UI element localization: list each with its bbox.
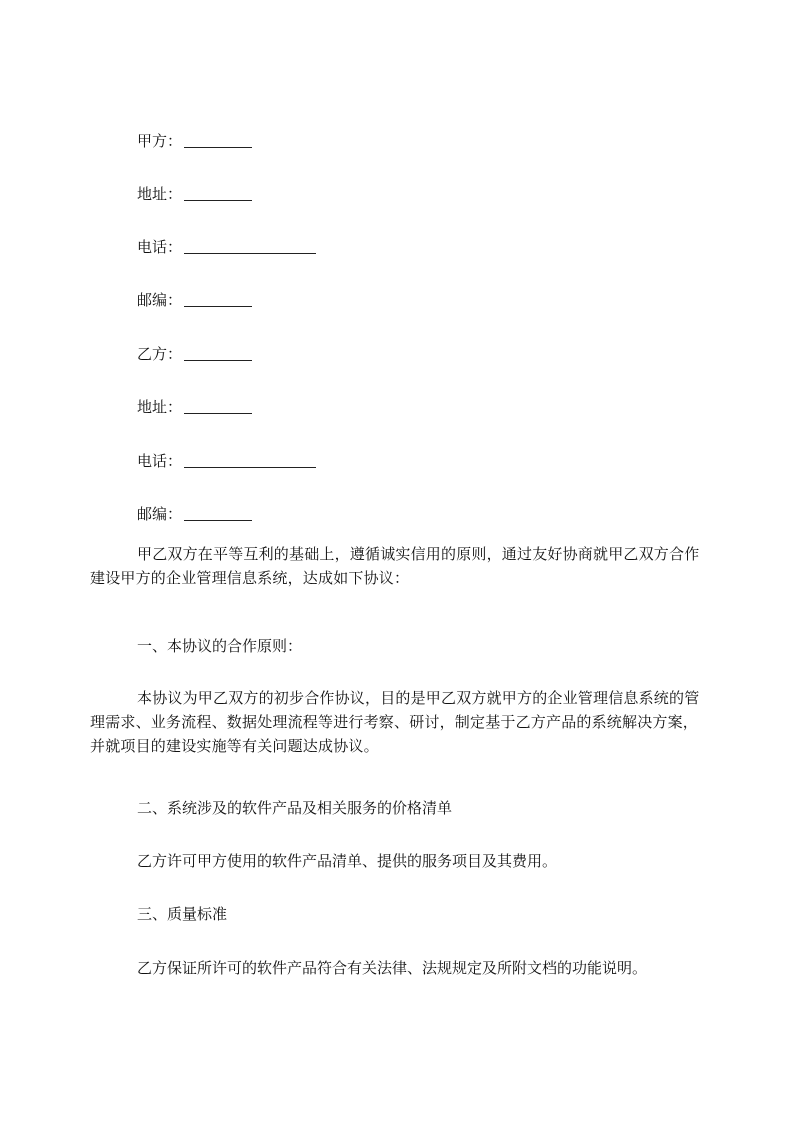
section-2-body: 乙方许可甲方使用的软件产品清单、提供的服务项目及其费用。 bbox=[137, 852, 558, 870]
party-a-postcode-blank[interactable] bbox=[184, 290, 252, 307]
party-a-phone-blank[interactable] bbox=[184, 237, 316, 254]
party-a-address-field bbox=[137, 184, 252, 204]
party-b-name-field bbox=[137, 344, 252, 364]
party-b-phone-label: 电话： bbox=[137, 452, 183, 470]
party-b-postcode-blank[interactable] bbox=[184, 504, 252, 521]
party-a-name-label: 甲方： bbox=[137, 132, 183, 150]
party-b-name-blank[interactable] bbox=[184, 344, 252, 361]
party-b-phone-field bbox=[137, 451, 316, 471]
party-a-name-blank[interactable] bbox=[184, 131, 252, 148]
party-a-address-blank[interactable] bbox=[184, 184, 252, 201]
party-b-phone-blank[interactable] bbox=[184, 451, 316, 468]
party-a-phone-field bbox=[137, 237, 316, 257]
section-3-body: 乙方保证所许可的软件产品符合有关法律、法规规定及所附文档的功能说明。 bbox=[137, 959, 648, 977]
party-b-postcode-label: 邮编： bbox=[137, 505, 183, 523]
section-3-heading: 三、质量标准 bbox=[137, 905, 228, 923]
party-b-address-field bbox=[137, 397, 252, 417]
party-a-name-field bbox=[137, 131, 252, 151]
party-a-address-label: 地址： bbox=[137, 185, 183, 203]
party-b-address-blank[interactable] bbox=[184, 397, 252, 414]
section-1-body: 本协议为甲乙双方的初步合作协议，目的是甲乙双方就甲方的企业管理信息系统的管理需求、业务流程、数据处理流程等进行考察、研讨，制定基于乙方产品的系统解决方案，并就项目的建设实施等有关问题达成协议。 bbox=[90, 689, 700, 755]
party-a-postcode-label: 邮编： bbox=[137, 291, 183, 309]
section-2-heading: 二、系统涉及的软件产品及相关服务的价格清单 bbox=[137, 799, 453, 817]
section-1-heading: 一、本协议的合作原则： bbox=[137, 637, 303, 655]
party-b-address-label: 地址： bbox=[137, 398, 183, 416]
party-a-postcode-field bbox=[137, 290, 252, 310]
party-a-phone-label: 电话： bbox=[137, 238, 183, 256]
party-b-name-label: 乙方： bbox=[137, 345, 183, 363]
intro-paragraph: 甲乙双方在平等互利的基础上，遵循诚实信用的原则，通过友好协商就甲乙双方合作建设甲方的企业管理信息系统，达成如下协议： bbox=[90, 545, 700, 587]
party-b-postcode-field bbox=[137, 504, 252, 524]
